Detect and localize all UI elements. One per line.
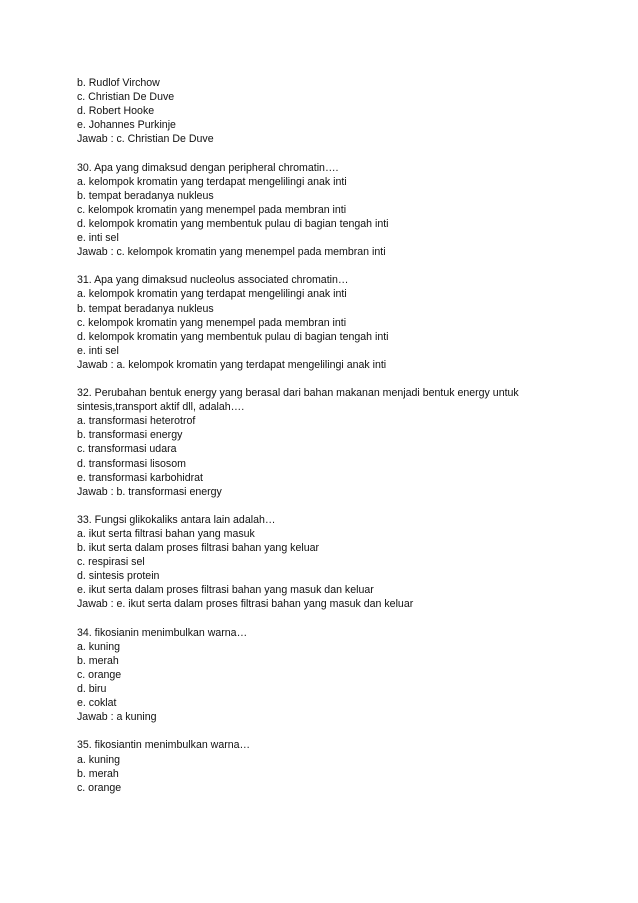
spacer (77, 612, 577, 626)
question-text: 31. Apa yang dimaksud nucleolus associated chromatin… (77, 274, 349, 287)
option-item: a. kuning (77, 640, 120, 653)
answer-line: Jawab : a. kelompok kromatin yang terdapat mengelilingi anak inti (77, 358, 387, 371)
option-item: e. ikut serta dalam proses filtrasi bahan yang masuk dan keluar (77, 584, 374, 597)
option-item: b. transformasi energy (77, 429, 183, 442)
option-item: a. ikut serta filtrasi bahan yang masuk (77, 528, 255, 540)
question-block-30 (77, 161, 577, 260)
option-item: a. kelompok kromatin yang terdapat mengelilingi anak inti (77, 288, 347, 301)
question-block-31 (77, 273, 577, 372)
option-item: c. orange (77, 781, 122, 794)
option-item: d. transformasi lisosom (77, 457, 186, 470)
option-item: e. inti sel (77, 344, 119, 357)
option-item: c. kelompok kromatin yang menempel pada membran inti (77, 316, 347, 329)
option-item: c. orange (77, 668, 122, 681)
question-text: 35. fikosiantin menimbulkan warna… (77, 739, 251, 752)
option-item: b. tempat beradanya nukleus (77, 302, 214, 315)
option-item: a. transformasi heterotrof (77, 415, 196, 428)
question-text: 32. Perubahan bentuk energy yang berasal dari bahan makanan menjadi bentuk energy untuk sintesis,transport aktif dll, adalah…. (77, 387, 519, 414)
question-text: 33. Fungsi glikokaliks antara lain adalah… (77, 513, 276, 526)
option-item: b. Rudlof Virchow (77, 77, 160, 89)
option-item: e. Johannes Purkinje (77, 119, 176, 132)
option-item: b. merah (77, 654, 119, 667)
option-item: a. kelompok kromatin yang terdapat mengelilingi anak inti (77, 175, 347, 188)
answer-line: Jawab : c. kelompok kromatin yang menempel pada membran inti (77, 246, 386, 259)
option-item: d. kelompok kromatin yang membentuk pulau di bagian tengah inti (77, 330, 389, 343)
question-block-29 (77, 76, 577, 146)
option-item: b. ikut serta dalam proses filtrasi bahan yang keluar (77, 542, 320, 555)
spacer (77, 372, 577, 386)
option-item: d. biru (77, 683, 107, 696)
option-item: d. sintesis protein (77, 570, 160, 583)
option-item: c. respirasi sel (77, 556, 145, 569)
answer-line: Jawab : b. transformasi energy (77, 485, 222, 498)
option-item: d. kelompok kromatin yang membentuk pulau di bagian tengah inti (77, 217, 389, 230)
option-item: e. transformasi karbohidrat (77, 471, 204, 484)
question-block-34 (77, 626, 577, 725)
option-item: d. Robert Hooke (77, 105, 155, 118)
question-block-35 (77, 738, 577, 794)
spacer (77, 146, 577, 160)
spacer (77, 259, 577, 273)
option-item: e. inti sel (77, 232, 119, 245)
answer-line: Jawab : e. ikut serta dalam proses filtrasi bahan yang masuk dan keluar (77, 598, 414, 611)
option-item: c. kelompok kromatin yang menempel pada membran inti (77, 203, 347, 216)
option-item: b. tempat beradanya nukleus (77, 189, 214, 202)
spacer (77, 499, 577, 513)
answer-line: Jawab : a kuning (77, 711, 157, 724)
option-item: c. Christian De Duve (77, 91, 175, 104)
question-text: 34. fikosianin menimbulkan warna… (77, 626, 248, 639)
spacer (77, 724, 577, 738)
option-item: b. merah (77, 767, 119, 780)
option-item: e. coklat (77, 697, 117, 710)
option-item: c. transformasi udara (77, 443, 177, 456)
question-block-33 (77, 513, 577, 612)
option-item: a. kuning (77, 753, 120, 766)
question-block-32 (77, 386, 577, 499)
question-text: 30. Apa yang dimaksud dengan peripheral chromatin…. (77, 161, 339, 174)
document-body (77, 76, 577, 795)
answer-line: Jawab : c. Christian De Duve (77, 133, 214, 146)
